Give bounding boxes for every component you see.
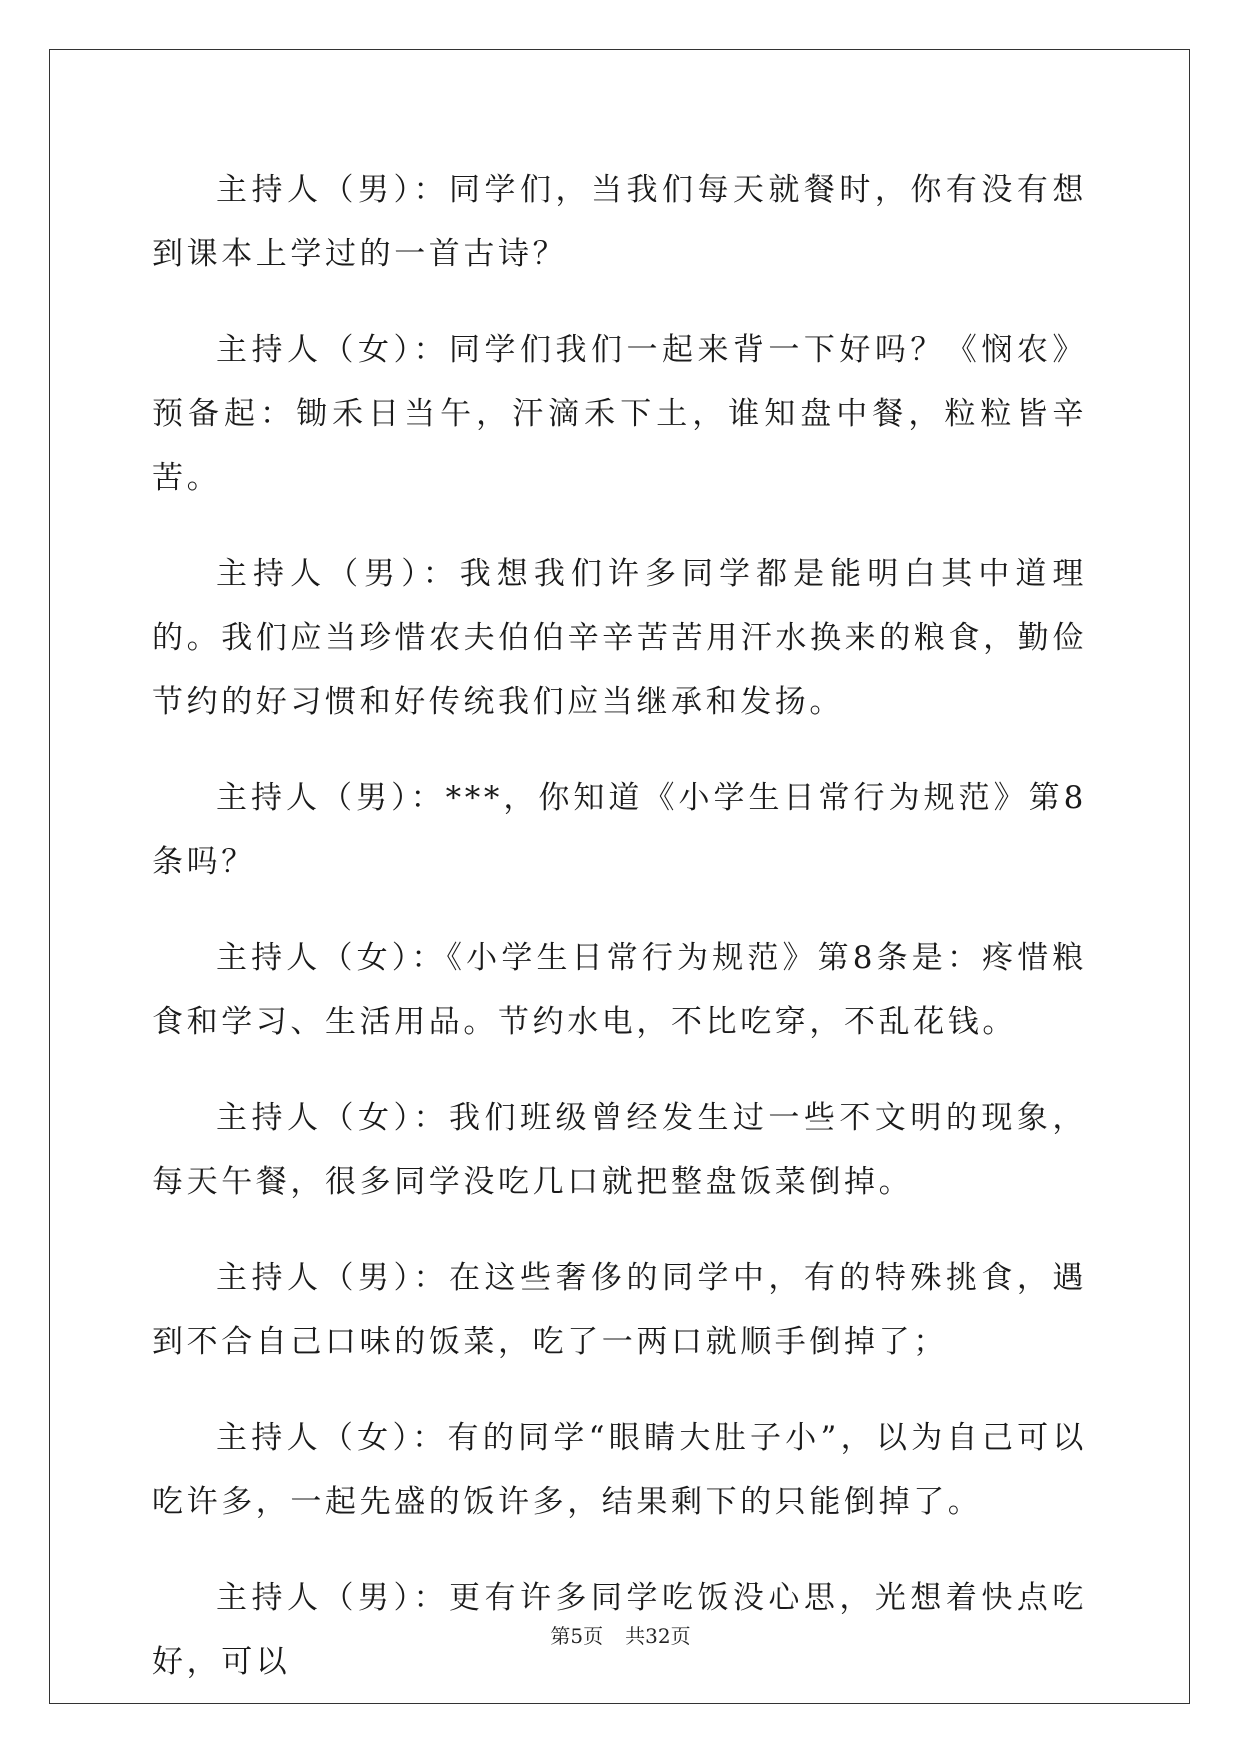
paragraph: 主持人（男）：更有许多同学吃饭没心思，光想着快点吃好，可以 (152, 1580, 1087, 1680)
paragraph: 主持人（女）：同学们我们一起来背一下好吗？《悯农》预备起：锄禾日当午，汗滴禾下土，谁知盘中餐，粒粒皆辛苦。 (152, 332, 1087, 496)
paragraph: 主持人（男）：我想我们许多同学都是能明白其中道理的。我们应当珍惜农夫伯伯辛辛苦苦用汗水换来的粮食，勤俭节约的好习惯和好传统我们应当继承和发扬。 (152, 556, 1087, 720)
page-total: 共32页 (625, 1624, 691, 1648)
paragraph: 主持人（男）：在这些奢侈的同学中，有的特殊挑食，遇到不合自己口味的饭菜，吃了一两口就顺手倒掉了； (152, 1260, 1087, 1360)
paragraph: 主持人（女）：《小学生日常行为规范》第8条是：疼惜粮食和学习、生活用品。节约水电，不比吃穿，不乱花钱。 (152, 940, 1087, 1040)
page-number: 第5页 (550, 1624, 604, 1648)
paragraph: 主持人（男）：同学们，当我们每天就餐时，你有没有想到课本上学过的一首古诗？ (152, 172, 1087, 272)
page-footer (0, 1620, 1241, 1649)
paragraph: 主持人（女）：有的同学“眼睛大肚子小”，以为自己可以吃许多，一起先盛的饭许多，结果剩下的只能倒掉了。 (152, 1420, 1087, 1520)
paragraph: 主持人（女）：我们班级曾经发生过一些不文明的现象，每天午餐，很多同学没吃几口就把整盘饭菜倒掉。 (152, 1100, 1087, 1200)
document-body (152, 158, 1087, 1694)
paragraph: 主持人（男）：***，你知道《小学生日常行为规范》第8条吗？ (152, 780, 1087, 880)
